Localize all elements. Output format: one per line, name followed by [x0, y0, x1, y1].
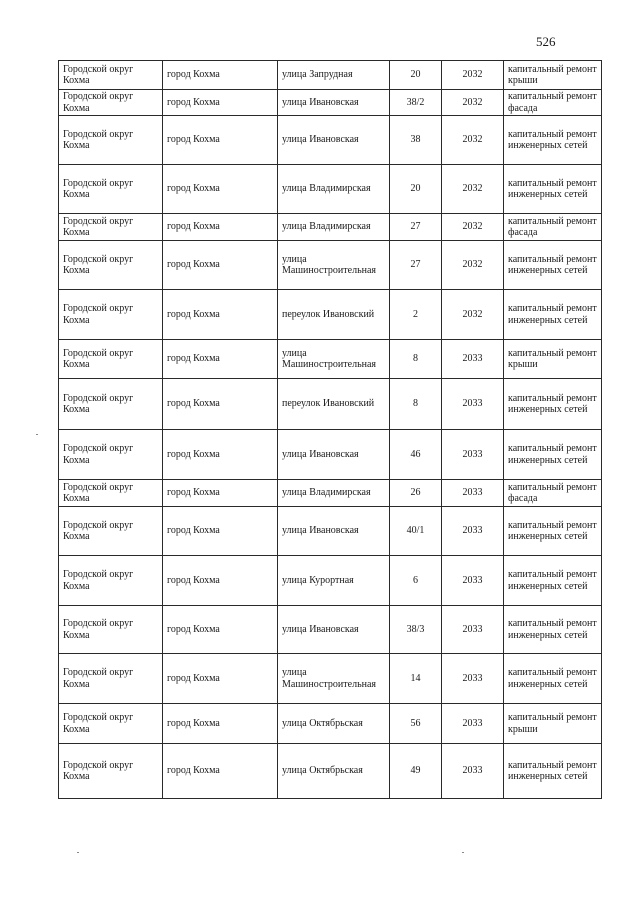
city-cell: город Кохма — [163, 507, 278, 556]
house-cell: 20 — [390, 61, 442, 90]
table-row — [59, 290, 602, 340]
street-cell: улица Запрудная — [278, 61, 390, 90]
city-cell: город Кохма — [163, 61, 278, 90]
street-cell: улица Машиностроительная — [278, 654, 390, 704]
house-cell: 49 — [390, 744, 442, 799]
city-cell: город Кохма — [163, 379, 278, 430]
street-cell: улица Машиностроительная — [278, 340, 390, 379]
table-row — [59, 556, 602, 606]
street-cell: улица Ивановская — [278, 430, 390, 480]
city-cell: город Кохма — [163, 241, 278, 290]
okrug-cell: Городской округ Кохма — [59, 90, 163, 116]
city-cell: город Кохма — [163, 214, 278, 241]
city-cell: город Кохма — [163, 165, 278, 214]
page-number: 526 — [536, 34, 556, 49]
street-cell: переулок Ивановский — [278, 379, 390, 430]
house-cell: 2 — [390, 290, 442, 340]
work-cell: капитальный ремонт фасада — [504, 214, 602, 241]
city-cell: город Кохма — [163, 556, 278, 606]
table-row — [59, 340, 602, 379]
house-cell: 20 — [390, 165, 442, 214]
city-cell: город Кохма — [163, 340, 278, 379]
house-cell: 40/1 — [390, 507, 442, 556]
okrug-cell: Городской округ Кохма — [59, 214, 163, 241]
street-cell: улица Октябрьская — [278, 704, 390, 744]
street-cell: улица Владимирская — [278, 480, 390, 507]
street-cell: улица Машиностроительная — [278, 241, 390, 290]
okrug-cell: Городской округ Кохма — [59, 241, 163, 290]
table-row — [59, 704, 602, 744]
work-cell: капитальный ремонт инженерных сетей — [504, 654, 602, 704]
okrug-cell: Городской округ Кохма — [59, 61, 163, 90]
okrug-cell: Городской округ Кохма — [59, 379, 163, 430]
house-cell: 38/2 — [390, 90, 442, 116]
table-row — [59, 654, 602, 704]
table-row — [59, 606, 602, 654]
table-row — [59, 241, 602, 290]
street-cell: улица Владимирская — [278, 214, 390, 241]
street-cell: улица Ивановская — [278, 90, 390, 116]
house-cell: 46 — [390, 430, 442, 480]
work-cell: капитальный ремонт инженерных сетей — [504, 379, 602, 430]
okrug-cell: Городской округ Кохма — [59, 430, 163, 480]
year-cell: 2032 — [442, 290, 504, 340]
house-cell: 27 — [390, 241, 442, 290]
work-cell: капитальный ремонт инженерных сетей — [504, 290, 602, 340]
work-cell: капитальный ремонт фасада — [504, 90, 602, 116]
city-cell: город Кохма — [163, 116, 278, 165]
work-cell: капитальный ремонт инженерных сетей — [504, 430, 602, 480]
house-cell: 14 — [390, 654, 442, 704]
okrug-cell: Городской округ Кохма — [59, 744, 163, 799]
work-cell: капитальный ремонт крыши — [504, 340, 602, 379]
street-cell: улица Октябрьская — [278, 744, 390, 799]
okrug-cell: Городской округ Кохма — [59, 606, 163, 654]
table-row — [59, 480, 602, 507]
year-cell: 2033 — [442, 654, 504, 704]
table-row — [59, 116, 602, 165]
city-cell: город Кохма — [163, 90, 278, 116]
work-cell: капитальный ремонт крыши — [504, 704, 602, 744]
house-cell: 38 — [390, 116, 442, 165]
year-cell: 2032 — [442, 241, 504, 290]
table-row — [59, 214, 602, 241]
table-row — [59, 61, 602, 90]
okrug-cell: Городской округ Кохма — [59, 116, 163, 165]
work-cell: капитальный ремонт инженерных сетей — [504, 744, 602, 799]
city-cell: город Кохма — [163, 654, 278, 704]
table-row — [59, 430, 602, 480]
work-cell: капитальный ремонт фасада — [504, 480, 602, 507]
table-row — [59, 165, 602, 214]
work-cell: капитальный ремонт инженерных сетей — [504, 241, 602, 290]
work-cell: капитальный ремонт инженерных сетей — [504, 165, 602, 214]
year-cell: 2033 — [442, 704, 504, 744]
okrug-cell: Городской округ Кохма — [59, 704, 163, 744]
year-cell: 2033 — [442, 430, 504, 480]
okrug-cell: Городской округ Кохма — [59, 556, 163, 606]
okrug-cell: Городской округ Кохма — [59, 290, 163, 340]
city-cell: город Кохма — [163, 744, 278, 799]
house-cell: 27 — [390, 214, 442, 241]
okrug-cell: Городской округ Кохма — [59, 507, 163, 556]
year-cell: 2033 — [442, 556, 504, 606]
street-cell: улица Ивановская — [278, 606, 390, 654]
okrug-cell: Городской округ Кохма — [59, 340, 163, 379]
street-cell: улица Владимирская — [278, 165, 390, 214]
table-row — [59, 90, 602, 116]
table-row — [59, 744, 602, 799]
street-cell: переулок Ивановский — [278, 290, 390, 340]
city-cell: город Кохма — [163, 480, 278, 507]
year-cell: 2032 — [442, 61, 504, 90]
year-cell: 2033 — [442, 340, 504, 379]
house-cell: 8 — [390, 340, 442, 379]
year-cell: 2033 — [442, 744, 504, 799]
work-cell: капитальный ремонт инженерных сетей — [504, 606, 602, 654]
city-cell: город Кохма — [163, 430, 278, 480]
city-cell: город Кохма — [163, 704, 278, 744]
scan-speck — [77, 852, 79, 853]
year-cell: 2033 — [442, 480, 504, 507]
work-cell: капитальный ремонт крыши — [504, 61, 602, 90]
house-cell: 38/3 — [390, 606, 442, 654]
house-cell: 6 — [390, 556, 442, 606]
house-cell: 56 — [390, 704, 442, 744]
okrug-cell: Городской округ Кохма — [59, 165, 163, 214]
year-cell: 2032 — [442, 90, 504, 116]
okrug-cell: Городской округ Кохма — [59, 480, 163, 507]
house-cell: 26 — [390, 480, 442, 507]
city-cell: город Кохма — [163, 606, 278, 654]
scan-speck — [36, 434, 38, 435]
table-row — [59, 379, 602, 430]
year-cell: 2032 — [442, 214, 504, 241]
okrug-cell: Городской округ Кохма — [59, 654, 163, 704]
year-cell: 2032 — [442, 165, 504, 214]
work-cell: капитальный ремонт инженерных сетей — [504, 507, 602, 556]
year-cell: 2033 — [442, 507, 504, 556]
year-cell: 2033 — [442, 606, 504, 654]
year-cell: 2032 — [442, 116, 504, 165]
work-cell: капитальный ремонт инженерных сетей — [504, 116, 602, 165]
table-row — [59, 507, 602, 556]
repair-schedule-table — [58, 60, 602, 799]
year-cell: 2033 — [442, 379, 504, 430]
street-cell: улица Курортная — [278, 556, 390, 606]
house-cell: 8 — [390, 379, 442, 430]
street-cell: улица Ивановская — [278, 116, 390, 165]
city-cell: город Кохма — [163, 290, 278, 340]
street-cell: улица Ивановская — [278, 507, 390, 556]
work-cell: капитальный ремонт инженерных сетей — [504, 556, 602, 606]
scan-speck — [462, 852, 464, 853]
